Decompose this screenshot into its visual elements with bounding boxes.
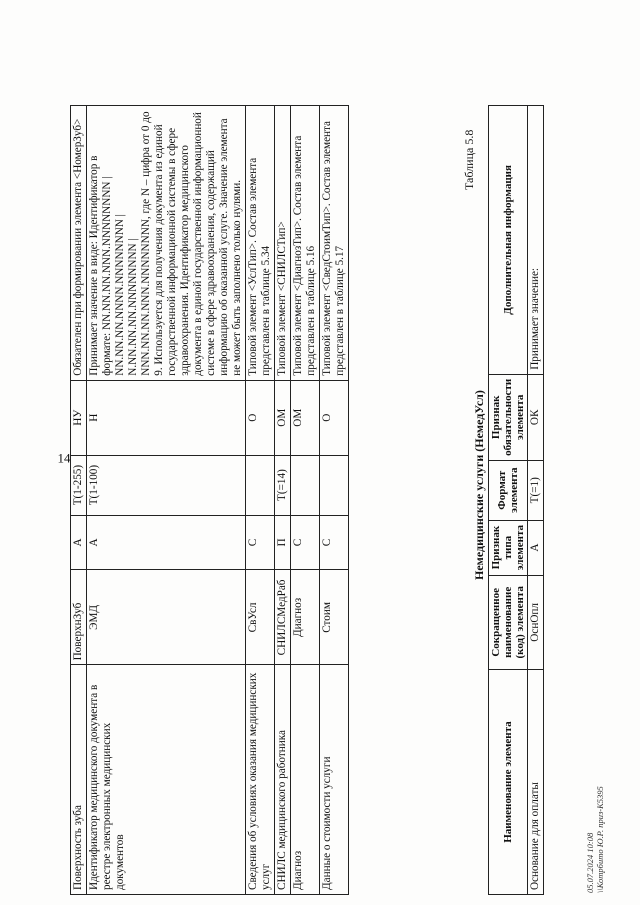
table-label: Таблица 5.8 [462, 129, 476, 190]
cell: Сведения об условиях оказания медицинских услуг [246, 665, 275, 895]
cell: Идентификатор медицинского документа в реестре электронных медицинских документов [87, 665, 246, 895]
table-header-row [489, 106, 528, 895]
table-title: Немедицинские услуги (НемедУсл) [472, 390, 486, 580]
elements-table [70, 105, 349, 895]
column-header: Признак обязательности элемента [489, 374, 528, 460]
table-row [246, 106, 275, 895]
cell: T(1-255) [71, 455, 87, 515]
column-header: Наименование элемента [489, 670, 528, 895]
cell [320, 455, 349, 515]
cell: А [71, 515, 87, 570]
cell [291, 455, 320, 515]
cell: Обязателен при формировании элемента <НомерЗуб> [71, 106, 87, 381]
cell: Данные о стоимости услуги [320, 665, 349, 895]
cell: А [528, 520, 544, 575]
table-row [320, 106, 349, 895]
cell: Стоим [320, 570, 349, 665]
column-header: Дополнительная информация [489, 106, 528, 375]
cell: Диагноз [291, 570, 320, 665]
cell: СНИЛСМедРаб [275, 570, 291, 665]
cell: ОМ [275, 380, 291, 455]
non-medical-services-table [488, 105, 544, 895]
cell: С [246, 515, 275, 570]
cell: НУ [71, 380, 87, 455]
cell: Основание для оплаты [528, 670, 544, 895]
cell: T(=1) [528, 460, 544, 520]
page-number: 14 [57, 450, 71, 466]
stamp-date: 05.07.2024 10:08 [585, 832, 595, 893]
cell: СвУсл [246, 570, 275, 665]
cell [246, 455, 275, 515]
cell: СНИЛС медицинского работника [275, 665, 291, 895]
cell: Типовой элемент <СНИЛСТип> [275, 106, 291, 381]
cell: ЭМД [87, 570, 246, 665]
cell: Поверхность зуба [71, 665, 87, 895]
cell: Принимает значение: [528, 106, 544, 375]
cell: Типовой элемент <СведСтоимТип>. Состав элемента представлен в таблице 5.17 [320, 106, 349, 381]
cell: С [320, 515, 349, 570]
cell: Принимает значение в виде: Идентификатор в формате: NN.NN.NN.NNN.NNNNNNNN | NN.NN.NN.NNNN.NNNNNNNN | N.NN.NN.NN.NNNNNNNN | NNN.NN.NN.NNN.NNNNNNNN, где N – цифра от 0 до 9. Используется для получения документа из единой государственной информационной системы в сфере здравоохранения. Идентификатор медицинского документа в единой государственной информационной системе в сфере здравоохранения, содержащий информацию об оказанной услуге. Значение элемента не может быть заполнено только нулями. [87, 106, 246, 381]
file-stamp [585, 786, 605, 893]
table-row [71, 106, 87, 895]
cell: T(1-100) [87, 455, 246, 515]
cell: ОК [528, 374, 544, 460]
column-header: Признак типа элемента [489, 520, 528, 575]
cell: ОМ [291, 380, 320, 455]
cell: А [87, 515, 246, 570]
cell: Диагноз [291, 665, 320, 895]
cell: ОснОпл [528, 575, 544, 669]
table-row [291, 106, 320, 895]
cell: T(=14) [275, 455, 291, 515]
cell: Типовой элемент <УслТип>. Состав элемента представлен в таблице 5.34 [246, 106, 275, 381]
cell: Типовой элемент <ДиагнозТип>. Состав элемента представлен в таблице 5.16 [291, 106, 320, 381]
stamp-path: \\Котрбито Ю.Р. приз-К5395 [595, 786, 605, 893]
cell: О [246, 380, 275, 455]
table-row [275, 106, 291, 895]
cell: Н [87, 380, 246, 455]
cell: О [320, 380, 349, 455]
table-row [87, 106, 246, 895]
cell: П [275, 515, 291, 570]
column-header: Сокращенное наименование (код) элемента [489, 575, 528, 669]
table-row [528, 106, 544, 895]
cell: С [291, 515, 320, 570]
column-header: Формат элемента [489, 460, 528, 520]
cell: ПоверхнЗуб [71, 570, 87, 665]
